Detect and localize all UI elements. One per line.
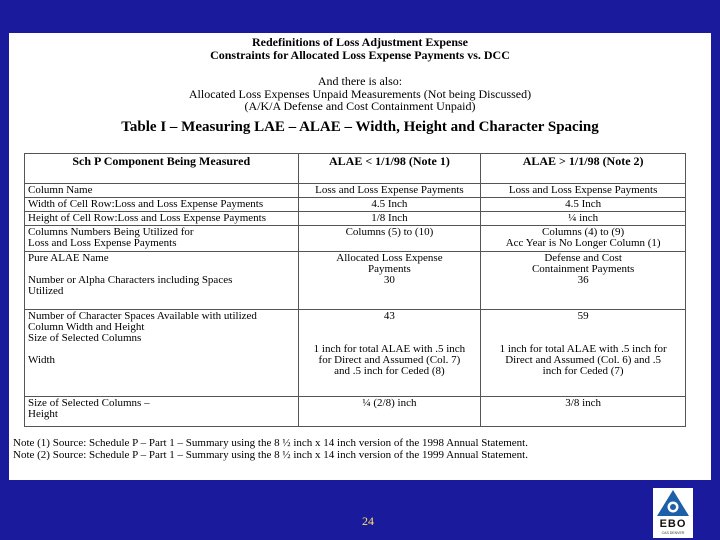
table-row — [25, 198, 686, 212]
also-line-2: Allocated Loss Expenses Unpaid Measurements (Not being Discussed) — [188, 86, 532, 101]
footnote-2: Note (2) Source: Schedule P – Part 1 – Summary using the 8 ½ inch x 14 inch version of the 1999 Annual Statement. — [13, 449, 528, 461]
table-cell: 59 1 inch for total ALAE with .5 inch for Direct and Assumed (Col. 6) and .5 inch for Ceded (7) — [481, 310, 686, 397]
slide-header — [9, 33, 711, 113]
table-cell: Number of Character Spaces Available with utilized Column Width and Height Size of Selected Columns Width — [25, 310, 299, 397]
table-title: Table I – Measuring LAE – ALAE – Width, Height and Character Spacing — [121, 118, 599, 135]
table-cell: Height of Cell Row:Loss and Loss Expense Payments — [25, 212, 299, 226]
table-header-row — [25, 154, 686, 184]
table-row — [25, 226, 686, 252]
table-cell: 1/8 Inch — [298, 212, 481, 226]
slide-panel — [9, 33, 711, 480]
table-cell: 3/8 inch — [481, 397, 686, 427]
table-cell: Column Name — [25, 184, 299, 198]
page-number: 24 — [362, 514, 374, 528]
table-cell: ¼ inch — [481, 212, 686, 226]
table-cell: Columns Numbers Being Utilized for Loss and Loss Expense Payments — [25, 226, 299, 252]
table-cell: Defense and Cost Containment Payments 36 — [481, 252, 686, 310]
table-cell: Loss and Loss Expense Payments — [298, 184, 481, 198]
column-header: ALAE < 1/1/98 (Note 1) — [298, 154, 481, 184]
logo-triangle-icon — [653, 488, 693, 518]
logo-text: EBO — [659, 518, 687, 530]
company-logo — [653, 488, 693, 538]
column-header: Sch P Component Being Measured — [25, 154, 299, 184]
column-header: ALAE > 1/1/98 (Note 2) — [481, 154, 686, 184]
table-cell: 43 1 inch for total ALAE with .5 inch for Direct and Assumed (Col. 7) and .5 inch for Ceded (8) — [298, 310, 481, 397]
title-line-1: Redefinitions of Loss Adjustment Expense — [251, 35, 469, 49]
table-row — [25, 252, 686, 310]
table-cell: Width of Cell Row:Loss and Loss Expense Payments — [25, 198, 299, 212]
also-line-3: (A/K/A Defense and Cost Containment Unpaid) — [244, 99, 476, 113]
measurement-table — [24, 153, 686, 427]
table-row — [25, 212, 686, 226]
footnote-1: Note (1) Source: Schedule P – Part 1 – Summary using the 8 ½ inch x 14 inch version of the 1998 Annual Statement. — [13, 437, 528, 449]
table-cell: Size of Selected Columns – Height — [25, 397, 299, 427]
table-row — [25, 397, 686, 427]
also-line-1: And there is also: — [317, 74, 403, 88]
table-row — [25, 184, 686, 198]
footnotes — [13, 437, 528, 461]
title-line-2: Constraints for Allocated Loss Expense Payments vs. DCC — [210, 47, 510, 62]
table-row — [25, 310, 686, 397]
table-cell: 4.5 Inch — [298, 198, 481, 212]
logo-subtext: CAS DENVER — [661, 531, 685, 535]
table-cell: Loss and Loss Expense Payments — [481, 184, 686, 198]
table-cell: Columns (5) to (10) — [298, 226, 481, 252]
table-cell: ¼ (2/8) inch — [298, 397, 481, 427]
table-cell: Allocated Loss Expense Payments 30 — [298, 252, 481, 310]
table-cell: Pure ALAE Name Number or Alpha Characters including Spaces Utilized — [25, 252, 299, 310]
table-cell: 4.5 Inch — [481, 198, 686, 212]
table-cell: Columns (4) to (9) Acc Year is No Longer Column (1) — [481, 226, 686, 252]
